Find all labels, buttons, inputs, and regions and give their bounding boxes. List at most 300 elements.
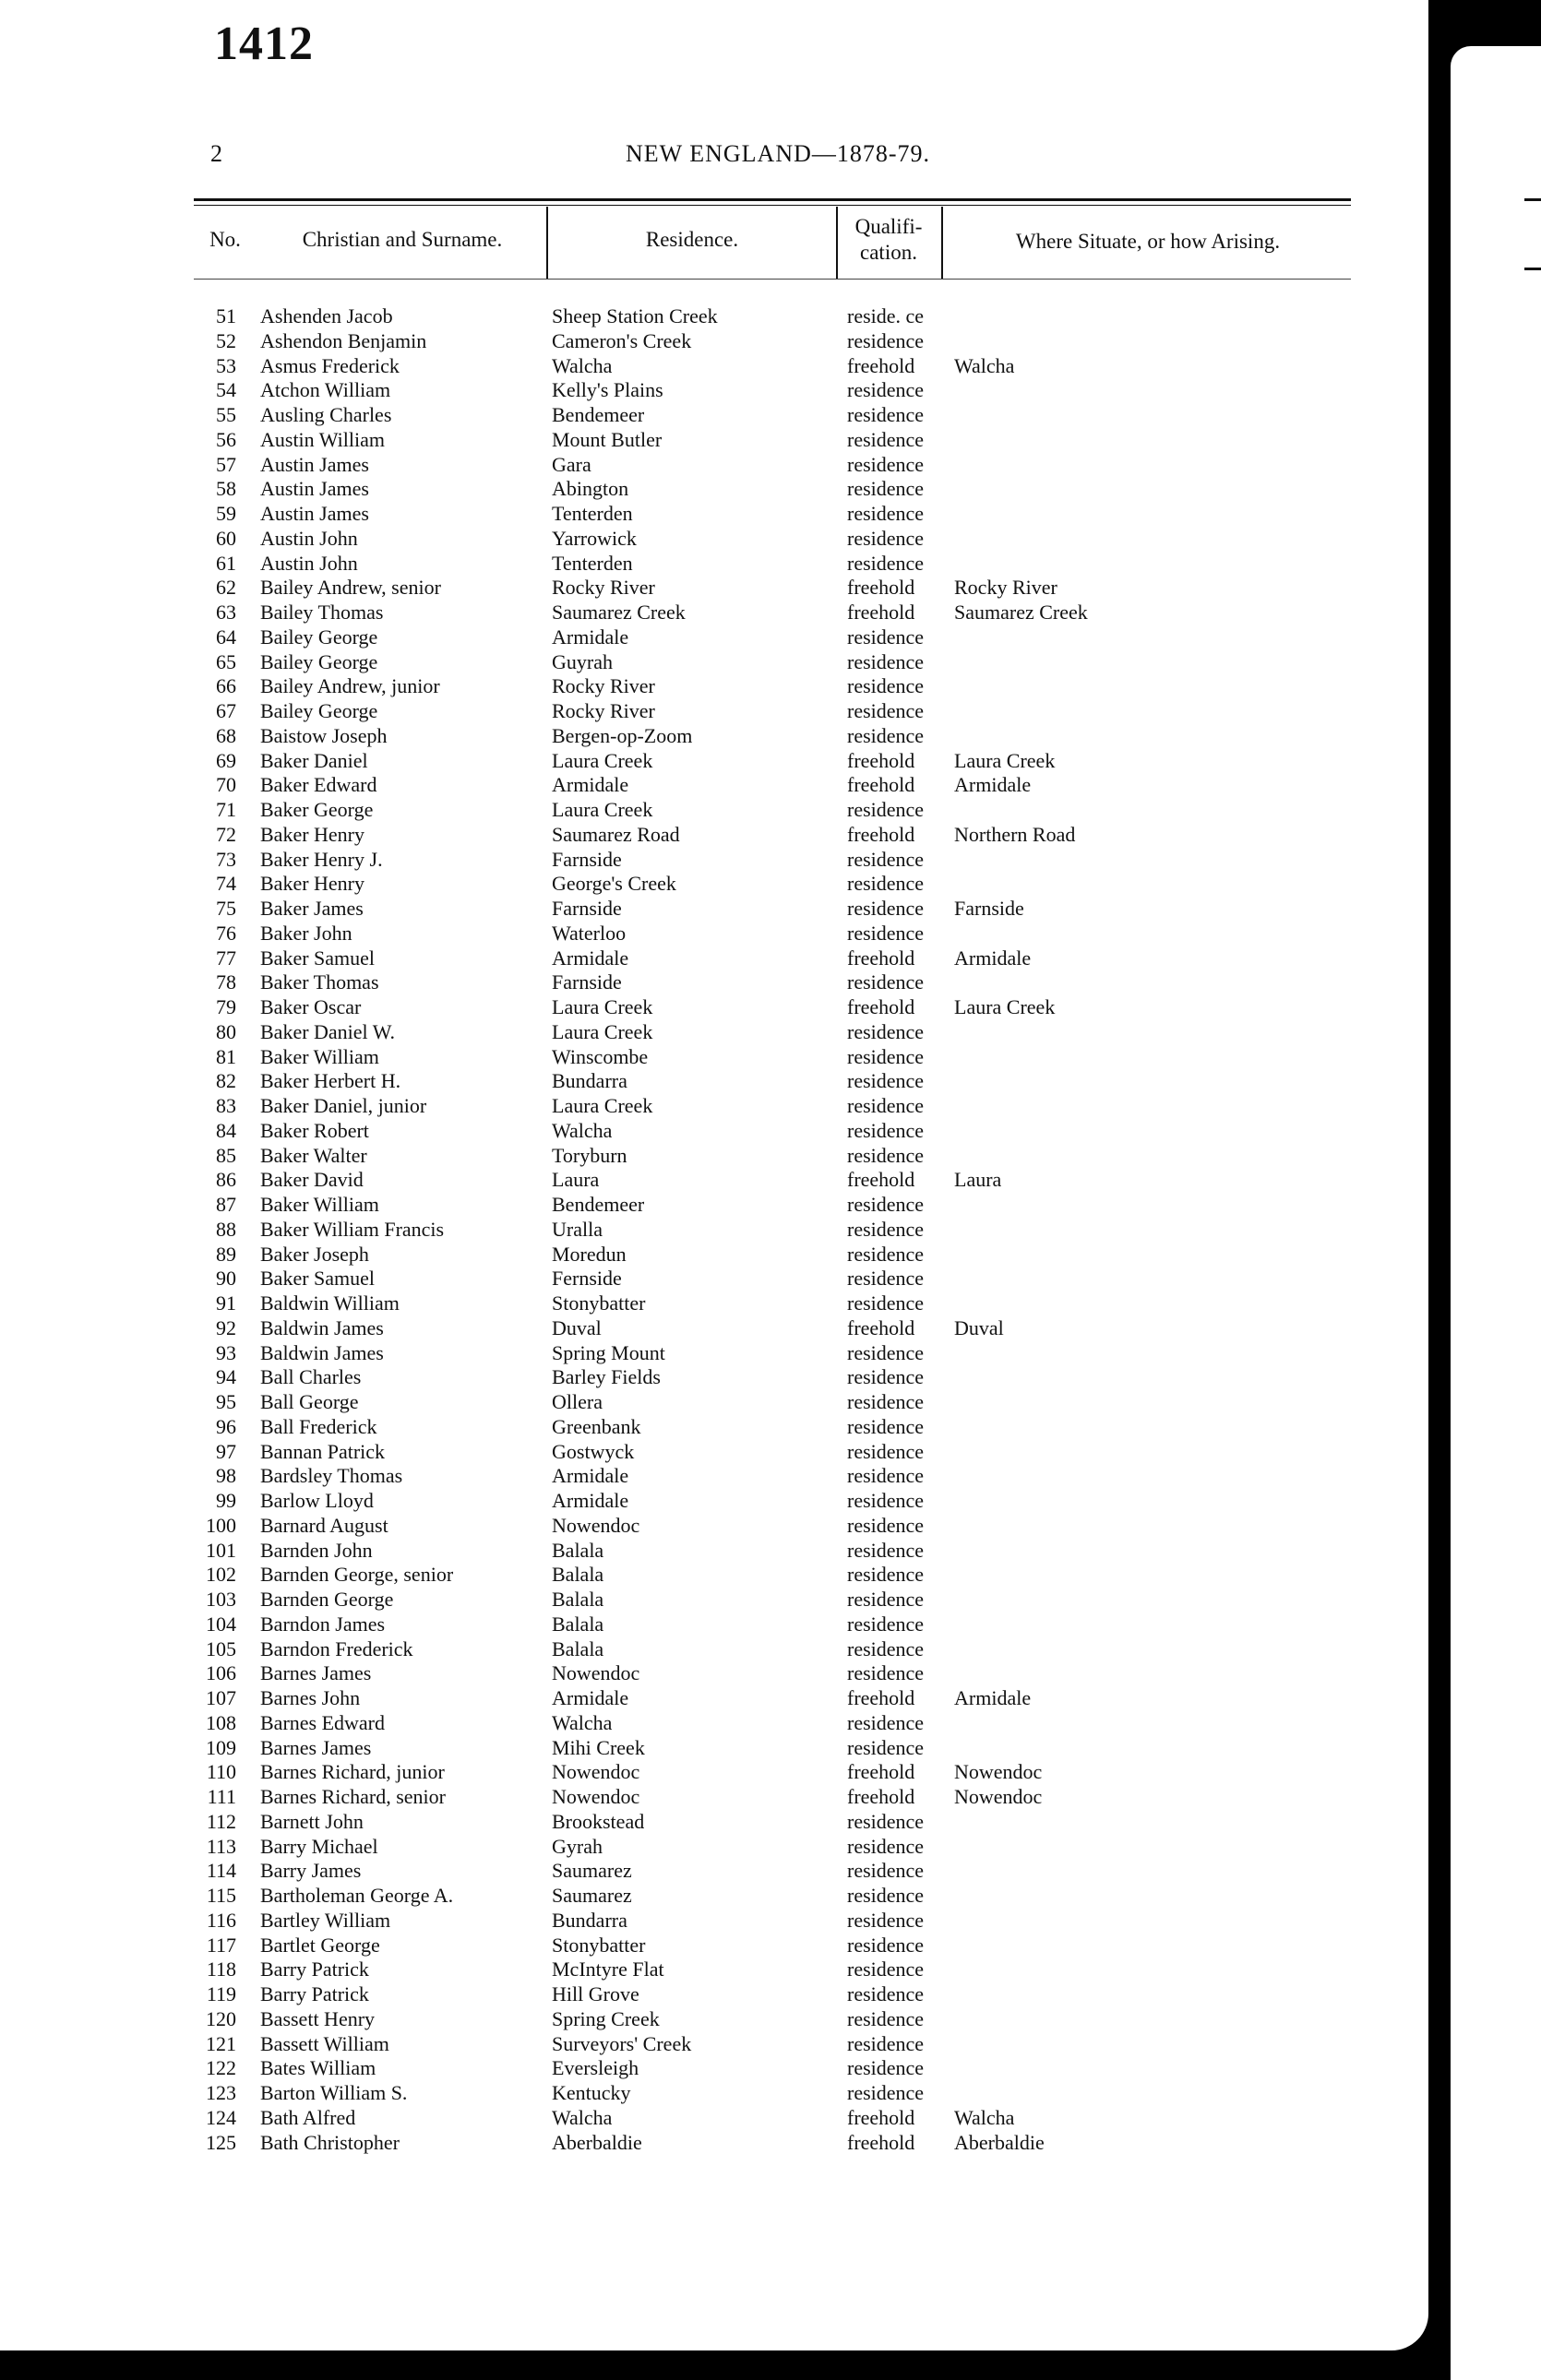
entry-name: Baistow Joseph (260, 723, 388, 747)
entry-residence: Guyrah (552, 649, 613, 673)
entry-qualification: residence (847, 1710, 925, 1734)
table-row (0, 699, 1428, 724)
entry-number: 53 (216, 353, 236, 377)
entry-number: 74 (216, 872, 236, 896)
entry-name: Bartholeman George A. (260, 1884, 454, 1907)
table-row (0, 1810, 1428, 1835)
table-row (0, 674, 1428, 699)
table-row (0, 477, 1428, 502)
entry-number: 72 (216, 822, 236, 846)
table-row (0, 970, 1428, 995)
entry-number: 107 (206, 1686, 236, 1709)
entry-where: Laura (954, 1168, 1002, 1192)
entry-residence: Bundarra (552, 1069, 627, 1093)
table-row (0, 625, 1428, 650)
entry-name: Baldwin James (260, 1340, 384, 1364)
entry-qualification: residence (847, 1563, 925, 1587)
entry-qualification: residence (847, 427, 925, 451)
entry-name: Ball Frederick (260, 1414, 377, 1438)
table-row (0, 1045, 1428, 1070)
roll-entries (0, 304, 1428, 2155)
entry-name: Baker John (260, 921, 352, 945)
table-row (0, 527, 1428, 552)
entry-number: 124 (206, 2105, 236, 2129)
entry-name: Baker Daniel, junior (260, 1094, 427, 1117)
entry-name: Austin James (260, 452, 369, 476)
entry-number: 100 (206, 1513, 236, 1537)
entry-residence: Gara (552, 452, 591, 476)
entry-name: Baker Joseph (260, 1242, 369, 1266)
entry-residence: Bergen-op-Zoom (552, 723, 693, 747)
entry-qualification: freehold (847, 1760, 915, 1784)
table-row (0, 1094, 1428, 1119)
entry-qualification: residence (847, 1661, 925, 1685)
adjacent-rule (1524, 198, 1541, 201)
entry-residence: Rocky River (552, 576, 655, 600)
entry-where: Nowendoc (954, 1760, 1043, 1784)
table-row (0, 848, 1428, 873)
entry-residence: Laura (552, 1168, 600, 1192)
entry-residence: Mount Butler (552, 427, 663, 451)
page-number: 2 (210, 140, 222, 167)
entry-name: Bassett Henry (260, 2006, 376, 2030)
entry-name: Barnes Richard, junior (260, 1760, 445, 1784)
entry-qualification: residence (847, 1809, 925, 1833)
entry-name: Baker Edward (260, 773, 377, 797)
entry-residence: Gostwyck (552, 1439, 635, 1463)
entry-residence: Kelly's Plains (552, 378, 663, 402)
entry-qualification: residence (847, 1069, 925, 1093)
table-row (0, 946, 1428, 971)
entry-name: Baker Walter (260, 1143, 367, 1167)
entry-where: Duval (954, 1315, 1004, 1339)
entry-qualification: freehold (847, 1785, 915, 1808)
entry-qualification: residence (847, 1193, 925, 1216)
entry-number: 125 (206, 2130, 236, 2154)
table-row (0, 1612, 1428, 1637)
entry-where: Northern Road (954, 822, 1076, 846)
entry-qualification: residence (847, 328, 925, 352)
entry-residence: Aberbaldie (552, 2130, 642, 2154)
entry-qualification: residence (847, 1908, 925, 1932)
entry-residence: Balala (552, 1588, 604, 1611)
entry-qualification: freehold (847, 353, 915, 377)
entry-number: 57 (216, 452, 236, 476)
entry-number: 89 (216, 1242, 236, 1266)
entry-residence: Walcha (552, 353, 613, 377)
entry-name: Barnes Edward (260, 1710, 386, 1734)
entry-number: 64 (216, 625, 236, 649)
entry-name: Bannan Patrick (260, 1439, 386, 1463)
table-row (0, 1736, 1428, 1761)
entry-residence: Saumarez (552, 1859, 632, 1883)
entry-name: Barnden John (260, 1538, 373, 1562)
entry-name: Asmus Frederick (260, 353, 400, 377)
entry-residence: Stonybatter (552, 1291, 646, 1315)
entry-residence: Nowendoc (552, 1785, 640, 1808)
entry-residence: Saumarez (552, 1884, 632, 1907)
entry-number: 85 (216, 1143, 236, 1167)
entry-name: Baker Henry J. (260, 847, 383, 871)
entry-number: 69 (216, 748, 236, 772)
table-row (0, 1464, 1428, 1489)
entry-qualification: residence (847, 897, 925, 920)
entry-number: 81 (216, 1044, 236, 1068)
entry-residence: George's Creek (552, 872, 676, 896)
entry-residence: Nowendoc (552, 1513, 640, 1537)
entry-qualification: residence (847, 526, 925, 550)
entry-where: Saumarez Creek (954, 601, 1088, 624)
entry-residence: Spring Creek (552, 2006, 660, 2030)
entry-number: 117 (206, 1933, 236, 1957)
entry-name: Baker Thomas (260, 970, 379, 994)
entry-name: Baker Samuel (260, 946, 376, 970)
entry-name: Baker Henry (260, 822, 365, 846)
entry-number: 87 (216, 1193, 236, 1216)
column-divider-name (546, 207, 548, 279)
entry-name: Baker Daniel (260, 748, 368, 772)
table-row (0, 1390, 1428, 1415)
entry-name: Bates William (260, 2056, 376, 2080)
entry-name: Bartlet George (260, 1933, 380, 1957)
table-row (0, 1884, 1428, 1909)
entry-qualification: residence (847, 1267, 925, 1291)
entry-name: Barnes John (260, 1686, 361, 1709)
entry-residence: Tenterden (552, 551, 633, 575)
entry-qualification: freehold (847, 1686, 915, 1709)
entry-qualification: freehold (847, 773, 915, 797)
header-rule-bottom (194, 279, 1351, 280)
entry-qualification: residence (847, 1094, 925, 1117)
table-row (0, 453, 1428, 478)
entry-qualification: residence (847, 798, 925, 821)
entry-qualification: reside. ce (847, 304, 925, 327)
entry-name: Barlow Lloyd (260, 1489, 374, 1512)
entry-name: Barnes Richard, senior (260, 1785, 446, 1808)
entry-where: Armidale (954, 773, 1032, 797)
entry-number: 54 (216, 378, 236, 402)
entry-name: Bartley William (260, 1908, 391, 1932)
table-row (0, 724, 1428, 749)
entry-qualification: residence (847, 1242, 925, 1266)
entry-where: Walcha (954, 2105, 1015, 2129)
entry-residence: Uralla (552, 1217, 603, 1241)
entry-where: Farnside (954, 897, 1024, 920)
entry-qualification: residence (847, 1217, 925, 1241)
entry-number: 76 (216, 921, 236, 945)
entry-qualification: residence (847, 1414, 925, 1438)
entry-name: Austin John (260, 526, 358, 550)
entry-residence: Duval (552, 1315, 602, 1339)
entry-qualification: residence (847, 1636, 925, 1660)
entry-qualification: residence (847, 502, 925, 525)
entry-number: 55 (216, 403, 236, 426)
entry-name: Baker Herbert H. (260, 1069, 401, 1093)
entry-number: 95 (216, 1390, 236, 1413)
table-row (0, 1835, 1428, 1860)
table-row (0, 1341, 1428, 1366)
entry-number: 123 (206, 2081, 236, 2104)
header-rule-top (194, 198, 1351, 201)
entry-name: Baker William (260, 1044, 379, 1068)
entry-residence: Armidale (552, 1464, 629, 1488)
table-row (0, 502, 1428, 527)
entry-name: Ashendon Benjamin (260, 328, 427, 352)
entry-name: Ball Charles (260, 1365, 362, 1389)
entry-name: Barndon James (260, 1612, 386, 1636)
entry-number: 98 (216, 1464, 236, 1488)
entry-residence: Mihi Creek (552, 1735, 645, 1759)
entry-residence: Balala (552, 1636, 604, 1660)
entry-name: Ashenden Jacob (260, 304, 393, 327)
entry-qualification: residence (847, 551, 925, 575)
entry-name: Baldwin James (260, 1315, 384, 1339)
entry-where: Rocky River (954, 576, 1057, 600)
adjacent-rule (1524, 268, 1541, 270)
entry-name: Bailey George (260, 649, 378, 673)
entry-residence: Balala (552, 1612, 604, 1636)
table-row (0, 2032, 1428, 2057)
entry-qualification: residence (847, 921, 925, 945)
entry-residence: Spring Mount (552, 1340, 665, 1364)
entry-qualification: residence (847, 1834, 925, 1858)
entry-name: Bath Alfred (260, 2105, 356, 2129)
entry-residence: Bendemeer (552, 1193, 645, 1216)
entry-residence: Balala (552, 1563, 604, 1587)
table-row (0, 2081, 1428, 2106)
entry-qualification: residence (847, 847, 925, 871)
entry-qualification: residence (847, 1933, 925, 1957)
entry-name: Austin William (260, 427, 385, 451)
entry-where: Armidale (954, 1686, 1032, 1709)
entry-name: Austin James (260, 502, 369, 525)
entry-name: Barry Patrick (260, 1958, 369, 1981)
entry-residence: Barley Fields (552, 1365, 661, 1389)
entry-residence: Ollera (552, 1390, 603, 1413)
running-head: NEW ENGLAND—1878-79. (626, 140, 931, 167)
header-no: No. (209, 228, 241, 251)
entry-qualification: residence (847, 1118, 925, 1142)
entry-number: 58 (216, 477, 236, 501)
table-row (0, 1193, 1428, 1218)
table-row (0, 329, 1428, 354)
header-name: Christian and Surname. (302, 228, 503, 251)
entry-number: 93 (216, 1340, 236, 1364)
table-row (0, 897, 1428, 922)
entry-qualification: residence (847, 477, 925, 501)
entry-name: Bassett William (260, 2031, 389, 2055)
entry-number: 97 (216, 1439, 236, 1463)
entry-qualification: residence (847, 1982, 925, 2005)
entry-name: Barnard August (260, 1513, 388, 1537)
entry-name: Barnden George, senior (260, 1563, 454, 1587)
table-row (0, 1859, 1428, 1884)
entry-number: 104 (206, 1612, 236, 1636)
entry-name: Bailey Thomas (260, 601, 384, 624)
table-row (0, 1291, 1428, 1316)
table-row (0, 1489, 1428, 1514)
header-qualification-line1: Qualifi- (854, 215, 923, 238)
table-row (0, 1982, 1428, 2007)
entry-name: Barnes James (260, 1735, 372, 1759)
entry-name: Bailey Andrew, senior (260, 576, 441, 600)
entry-residence: Brookstead (552, 1809, 645, 1833)
table-row (0, 1020, 1428, 1045)
entry-number: 99 (216, 1489, 236, 1512)
entry-number: 62 (216, 576, 236, 600)
entry-name: Barnett John (260, 1809, 364, 1833)
table-row (0, 2131, 1428, 2156)
entry-qualification: residence (847, 378, 925, 402)
entry-name: Baker Oscar (260, 995, 362, 1018)
table-row (0, 576, 1428, 601)
entry-qualification: residence (847, 1464, 925, 1488)
table-row (0, 773, 1428, 798)
table-row (0, 1563, 1428, 1588)
entry-qualification: residence (847, 649, 925, 673)
entry-number: 66 (216, 674, 236, 698)
entry-qualification: freehold (847, 1315, 915, 1339)
entry-where: Laura Creek (954, 748, 1056, 772)
entry-qualification: residence (847, 452, 925, 476)
entry-qualification: residence (847, 2056, 925, 2080)
table-row (0, 1267, 1428, 1291)
table-row (0, 2106, 1428, 2131)
table-row (0, 872, 1428, 897)
entry-qualification: residence (847, 1588, 925, 1611)
entry-residence: Walcha (552, 2105, 613, 2129)
entry-name: Atchon William (260, 378, 391, 402)
entry-qualification: residence (847, 1291, 925, 1315)
entry-name: Bath Christopher (260, 2130, 400, 2154)
entry-residence: Farnside (552, 897, 622, 920)
header-qualification-line2: cation. (860, 241, 917, 264)
table-row (0, 1168, 1428, 1193)
table-row (0, 304, 1428, 329)
entry-qualification: residence (847, 625, 925, 649)
entry-qualification: residence (847, 1859, 925, 1883)
entry-number: 79 (216, 995, 236, 1018)
entry-qualification: residence (847, 1513, 925, 1537)
entry-number: 112 (206, 1809, 236, 1833)
entry-number: 103 (206, 1588, 236, 1611)
entry-number: 106 (206, 1661, 236, 1685)
entry-number: 80 (216, 1019, 236, 1043)
entry-qualification: freehold (847, 748, 915, 772)
entry-residence: Waterloo (552, 921, 627, 945)
entry-residence: Nowendoc (552, 1661, 640, 1685)
entry-residence: Rocky River (552, 699, 655, 722)
entry-name: Bailey Andrew, junior (260, 674, 440, 698)
entry-qualification: freehold (847, 2105, 915, 2129)
entry-residence: Laura Creek (552, 1019, 653, 1043)
entry-number: 63 (216, 601, 236, 624)
table-row (0, 922, 1428, 946)
entry-qualification: residence (847, 1612, 925, 1636)
entry-residence: Cameron's Creek (552, 328, 692, 352)
table-row (0, 1760, 1428, 1785)
entry-qualification: freehold (847, 946, 915, 970)
entry-name: Barry Patrick (260, 1982, 369, 2005)
entry-residence: Farnside (552, 970, 622, 994)
entry-name: Baker Henry (260, 872, 365, 896)
entry-qualification: residence (847, 674, 925, 698)
entry-qualification: freehold (847, 1168, 915, 1192)
entry-number: 111 (207, 1785, 236, 1808)
entry-qualification: residence (847, 1365, 925, 1389)
table-row (0, 2007, 1428, 2032)
entry-number: 84 (216, 1118, 236, 1142)
entry-number: 92 (216, 1315, 236, 1339)
table-row (0, 798, 1428, 823)
table-row (0, 1243, 1428, 1267)
entry-residence: Yarrowick (552, 526, 637, 550)
table-row (0, 1415, 1428, 1440)
entry-residence: McIntyre Flat (552, 1958, 664, 1981)
entry-residence: Eversleigh (552, 2056, 639, 2080)
entry-qualification: freehold (847, 822, 915, 846)
entry-number: 88 (216, 1217, 236, 1241)
table-row (0, 1440, 1428, 1465)
entry-number: 119 (206, 1982, 236, 2005)
entry-number: 56 (216, 427, 236, 451)
entry-number: 83 (216, 1094, 236, 1117)
entry-number: 118 (206, 1958, 236, 1981)
entry-residence: Balala (552, 1538, 604, 1562)
entry-qualification: residence (847, 723, 925, 747)
table-row (0, 601, 1428, 625)
entry-where: Nowendoc (954, 1785, 1043, 1808)
entry-number: 82 (216, 1069, 236, 1093)
entry-name: Austin John (260, 551, 358, 575)
entry-qualification: residence (847, 1019, 925, 1043)
entry-name: Barndon Frederick (260, 1636, 413, 1660)
table-row (0, 823, 1428, 848)
table-row (0, 552, 1428, 577)
entry-number: 110 (206, 1760, 236, 1784)
entry-residence: Tenterden (552, 502, 633, 525)
table-row (0, 650, 1428, 675)
entry-number: 70 (216, 773, 236, 797)
table-row (0, 354, 1428, 379)
entry-residence: Hill Grove (552, 1982, 639, 2005)
entry-qualification: residence (847, 1884, 925, 1907)
entry-name: Baker George (260, 798, 374, 821)
entry-number: 51 (216, 304, 236, 327)
entry-number: 67 (216, 699, 236, 722)
entry-residence: Sheep Station Creek (552, 304, 718, 327)
table-row (0, 1686, 1428, 1711)
entry-number: 75 (216, 897, 236, 920)
entry-number: 94 (216, 1365, 236, 1389)
entry-residence: Saumarez Creek (552, 601, 686, 624)
entry-number: 115 (206, 1884, 236, 1907)
table-row (0, 1069, 1428, 1094)
entry-number: 68 (216, 723, 236, 747)
entry-where: Walcha (954, 353, 1015, 377)
entry-residence: Armidale (552, 1686, 629, 1709)
entry-name: Baker William (260, 1193, 379, 1216)
entry-residence: Rocky River (552, 674, 655, 698)
table-row (0, 1539, 1428, 1564)
entry-name: Barry Michael (260, 1834, 378, 1858)
entry-qualification: residence (847, 1958, 925, 1981)
table-row (0, 403, 1428, 428)
entry-residence: Laura Creek (552, 1094, 653, 1117)
entry-residence: Walcha (552, 1118, 613, 1142)
entry-number: 77 (216, 946, 236, 970)
entry-number: 65 (216, 649, 236, 673)
